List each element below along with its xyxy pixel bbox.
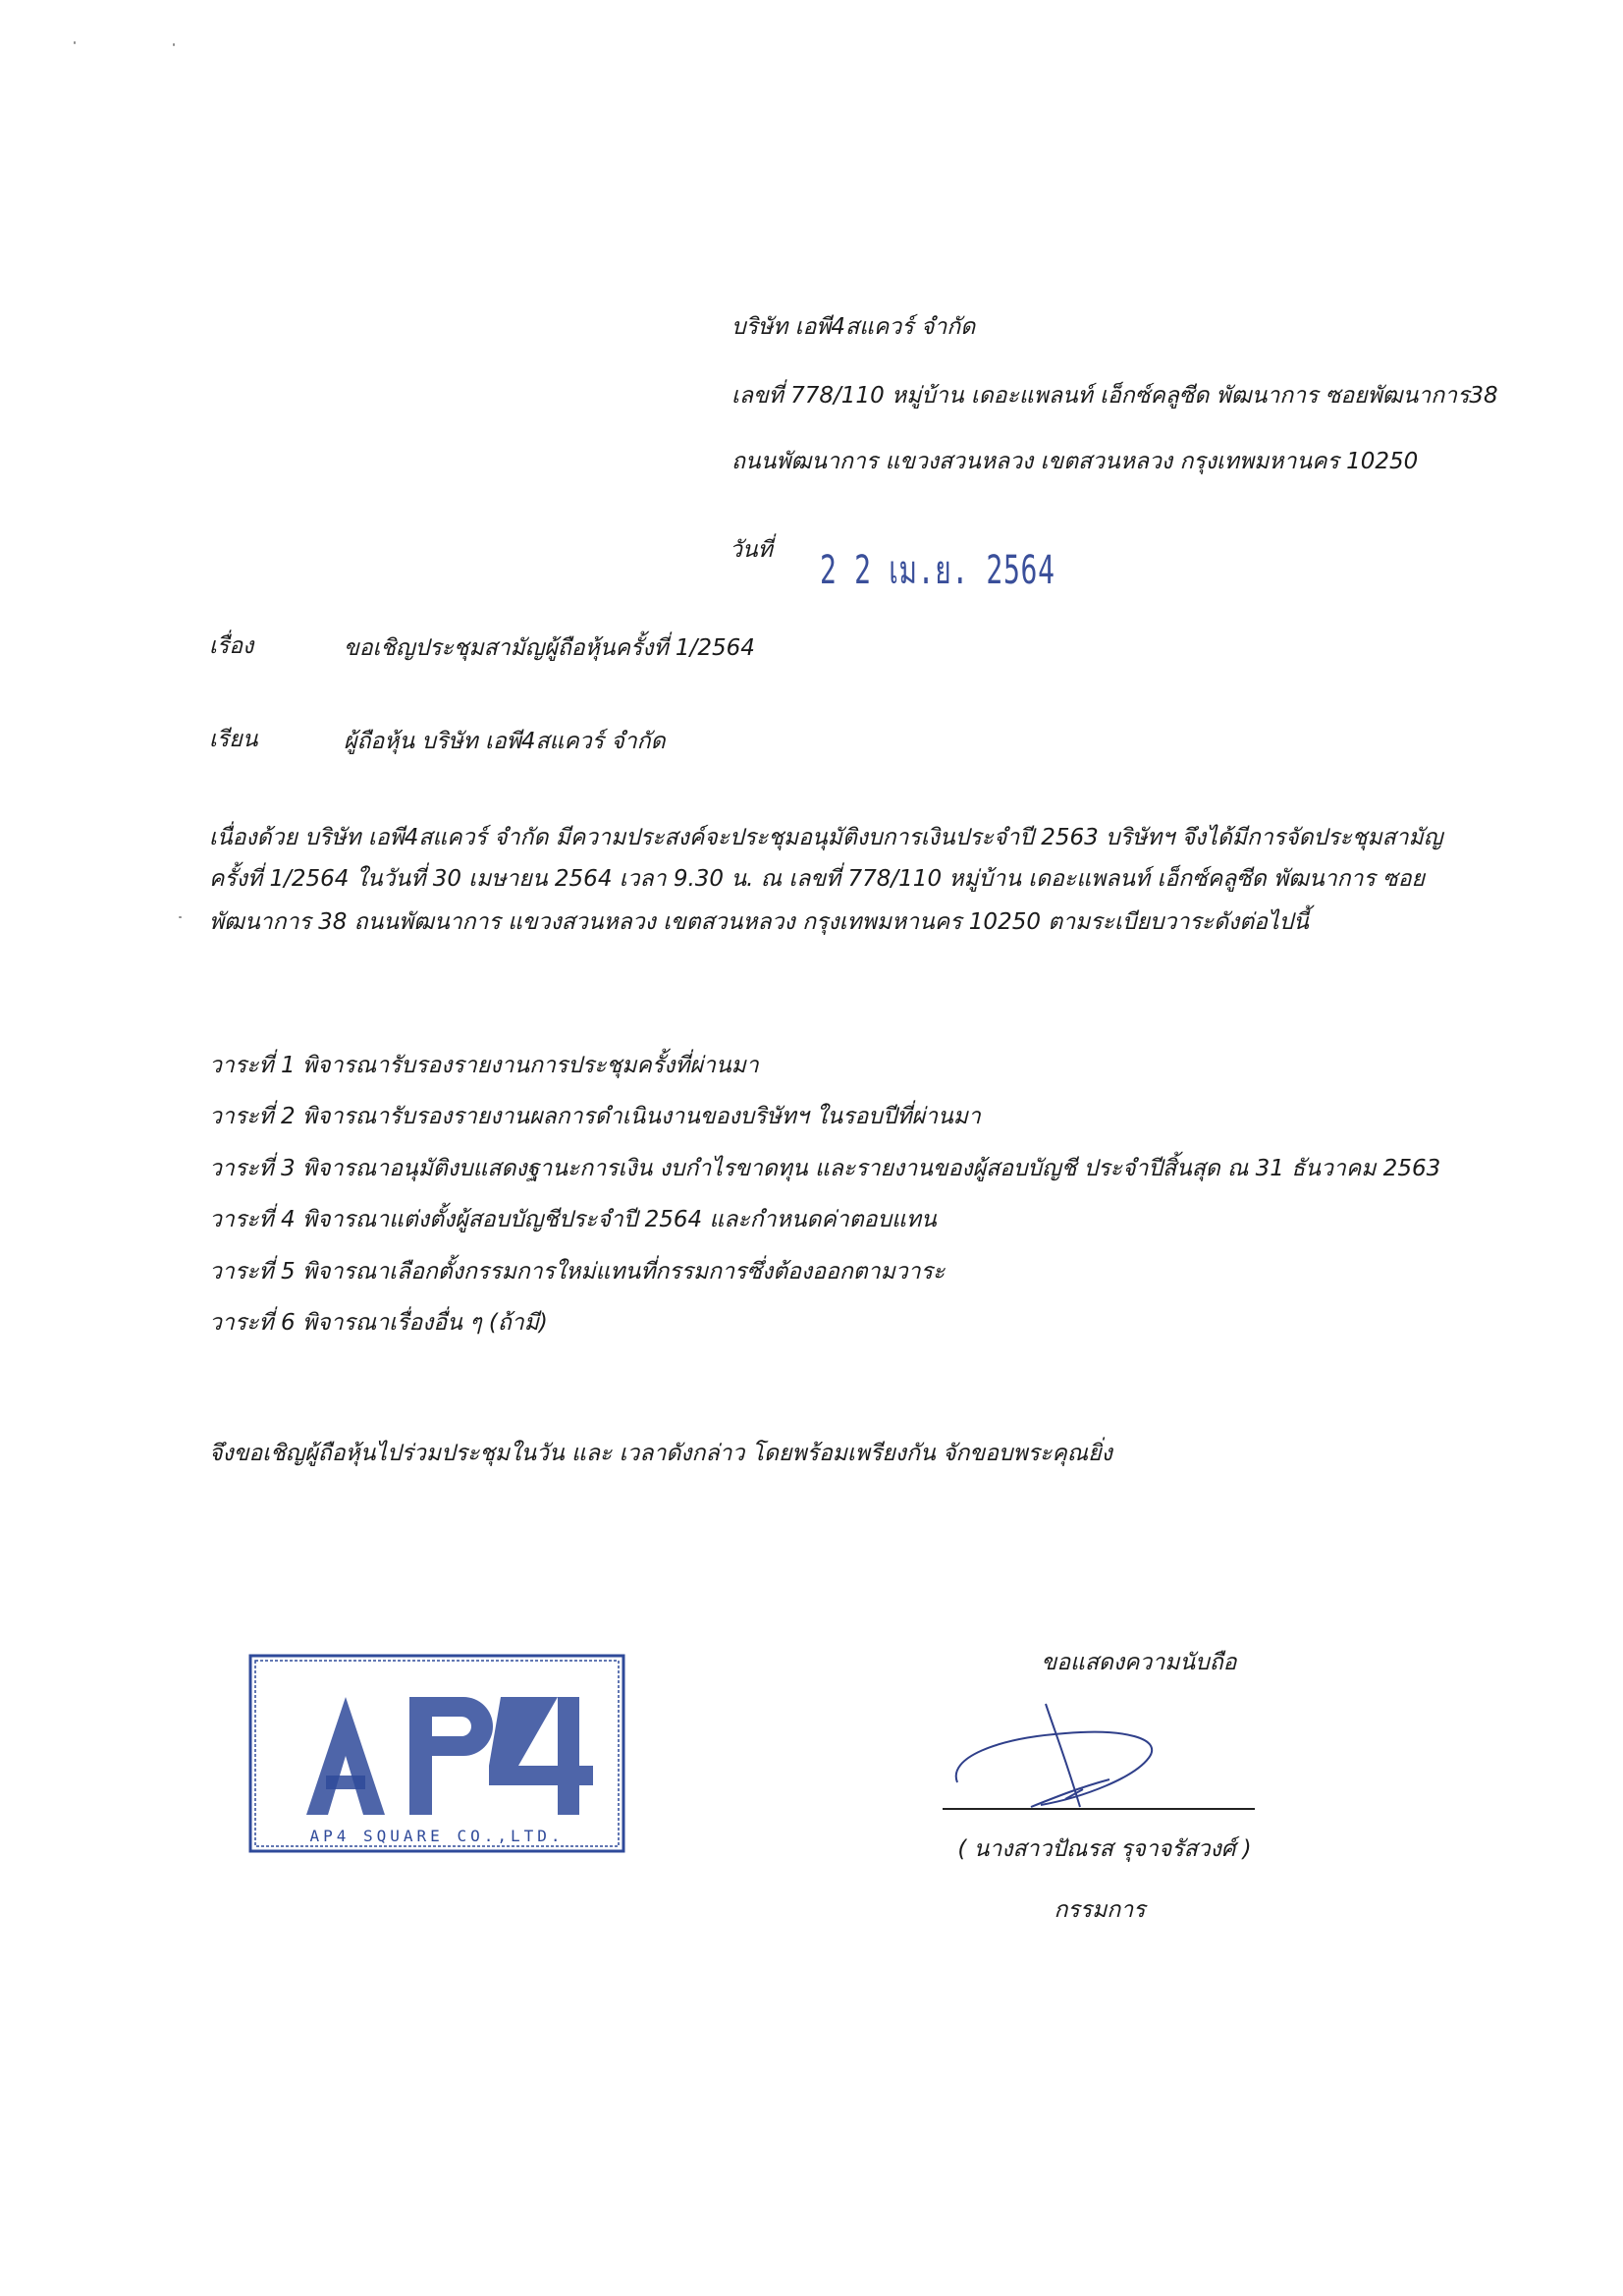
body-line: เนื่องด้วย บริษัท เอพี4สแควร์ จำกัด มีความประสงค์จะประชุมอนุมัติงบการเงินประจำปี 2563 บริษัทฯ จึงได้มีการจัดประชุมสามัญ <box>209 825 1443 850</box>
subject-label: เรื่อง <box>209 633 254 659</box>
company-name: บริษัท เอพี4สแควร์ จำกัด <box>731 314 976 340</box>
company-stamp <box>247 1653 626 1854</box>
signature-salutation: ขอแสดงความนับถือ <box>1041 1650 1237 1675</box>
scan-speck <box>179 916 182 918</box>
body-line: ครั้งที่ 1/2564 ในวันที่ 30 เมษายน 2564 เวลา 9.30 น. ณ เลขที่ 778/110 หมู่บ้าน เดอะแพลนท์ เอ็กซ์คลูซีด พัฒนาการ ซอย <box>209 866 1426 892</box>
agenda-item: วาระที่ 6 พิจารณาเรื่องอื่น ๆ (ถ้ามี) <box>209 1310 548 1336</box>
body-line: พัฒนาการ 38 ถนนพัฒนาการ แขวงสวนหลวง เขตสวนหลวง กรุงเทพมหานคร 10250 ตามระเบียบวาระดังต่อไปนี้ <box>209 909 1309 935</box>
company-address-line2: ถนนพัฒนาการ แขวงสวนหลวง เขตสวนหลวง กรุงเทพมหานคร 10250 <box>731 449 1419 474</box>
company-address-line1: เลขที่ 778/110 หมู่บ้าน เดอะแพลนท์ เอ็กซ์คลูซีด พัฒนาการ ซอยพัฒนาการ38 <box>731 383 1498 409</box>
handwritten-signature <box>938 1689 1183 1817</box>
agenda-item: วาระที่ 4 พิจารณาแต่งตั้งผู้สอบบัญชีประจำปี 2564 และกำหนดค่าตอบแทน <box>209 1207 937 1232</box>
stamp-company-text: AP4 SQUARE CO.,LTD. <box>309 1827 565 1845</box>
scan-speck <box>74 41 76 44</box>
agenda-item: วาระที่ 2 พิจารณารับรองรายงานผลการดำเนินงานของบริษัทฯ ในรอบปีที่ผ่านมา <box>209 1104 981 1129</box>
signature-line <box>943 1808 1255 1810</box>
subject-text: ขอเชิญประชุมสามัญผู้ถือหุ้นครั้งที่ 1/2564 <box>344 635 755 661</box>
date-label: วันที่ <box>730 537 773 563</box>
recipient-label: เรียน <box>209 727 258 752</box>
agenda-item: วาระที่ 5 พิจารณาเลือกตั้งกรรมการใหม่แทนที่กรรมการซึ่งต้องออกตามวาระ <box>209 1259 946 1285</box>
agenda-item: วาระที่ 3 พิจารณาอนุมัติงบแสดงฐานะการเงิน งบกำไรขาดทุน และรายงานของผู้สอบบัญชี ประจำปีสิ้นสุด ณ 31 ธันวาคม 2563 <box>209 1156 1441 1181</box>
signer-name: ( นางสาวปัณรส รุจาจรัสวงศ์ ) <box>957 1836 1252 1862</box>
closing-text: จึงขอเชิญผู้ถือหุ้นไปร่วมประชุมในวัน และ เวลาดังกล่าว โดยพร้อมเพรียงกัน จักขอบพระคุณยิ่ง <box>209 1441 1112 1466</box>
date-stamp: 2 2 เม.ย. 2564 <box>820 548 1055 593</box>
scan-speck <box>173 43 175 46</box>
signer-title: กรรมการ <box>1054 1897 1146 1923</box>
recipient-text: ผู้ถือหุ้น บริษัท เอพี4สแควร์ จำกัด <box>344 729 666 754</box>
agenda-item: วาระที่ 1 พิจารณารับรองรายงานการประชุมครั้งที่ผ่านมา <box>209 1053 759 1078</box>
